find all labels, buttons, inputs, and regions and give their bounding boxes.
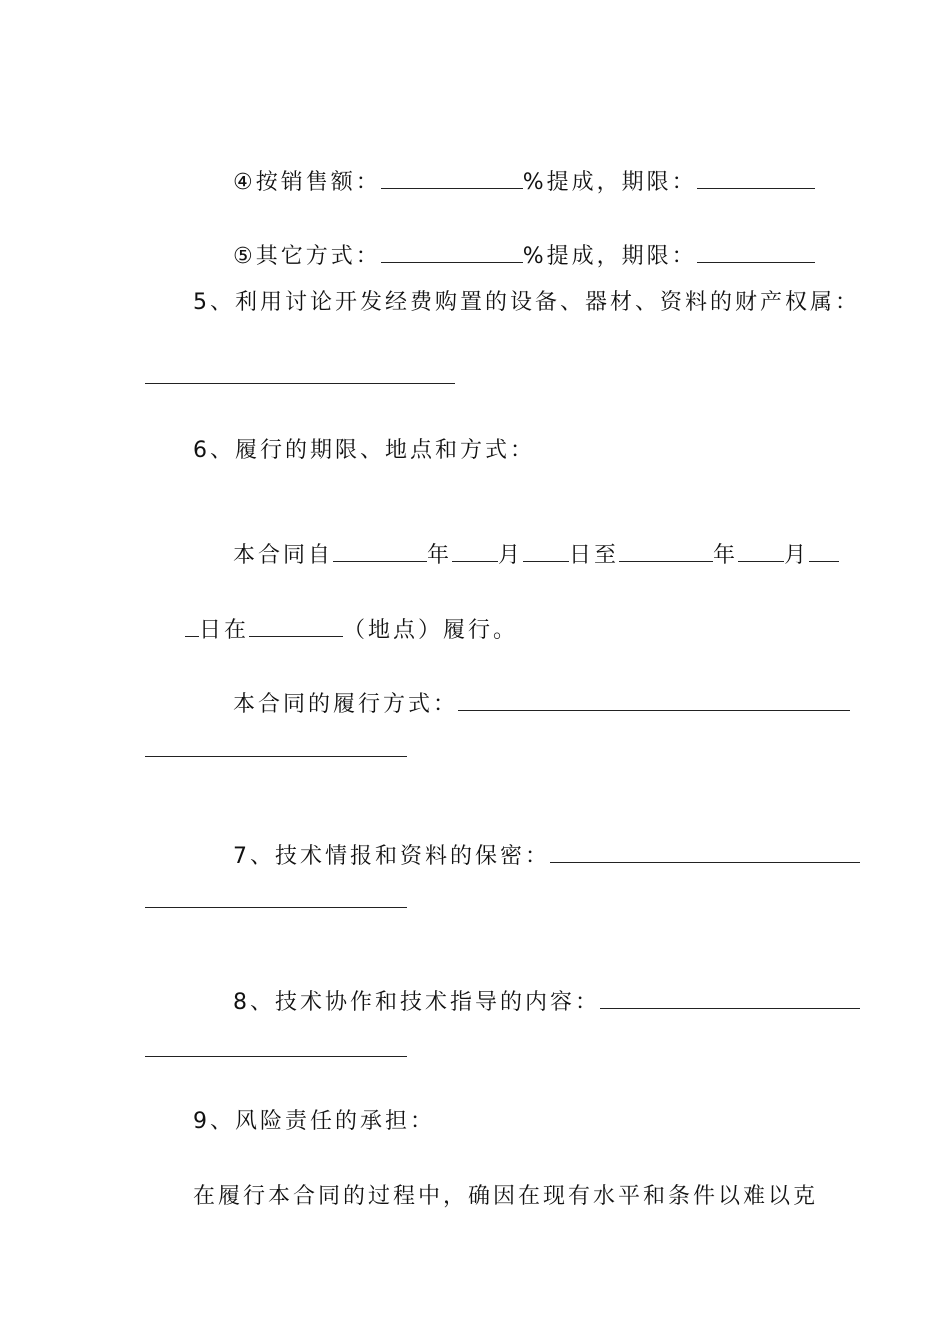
performance-method-blank[interactable]	[458, 690, 850, 711]
clause-9-body: 在履行本合同的过程中，确因在现有水平和条件以难以克	[193, 1184, 819, 1209]
start-year-blank[interactable]	[333, 541, 427, 562]
clause-7-heading: 7、技术情报和资料的保密：	[232, 844, 550, 869]
performance-method-blank-2[interactable]	[145, 756, 407, 757]
end-day-blank-end[interactable]	[185, 616, 199, 637]
end-year-blank[interactable]	[619, 541, 713, 562]
end-month-blank[interactable]	[738, 541, 784, 562]
other-percent-label: %提成，期限：	[522, 244, 697, 269]
sales-percent-label: %提成，期限：	[522, 170, 697, 195]
start-month-blank[interactable]	[452, 541, 498, 562]
performance-method-label: 本合同的履行方式：	[232, 692, 458, 717]
sales-label: ④按销售额：	[232, 170, 381, 195]
month-label: 月	[498, 543, 524, 568]
clause-6-heading: 6、履行的期限、地点和方式：	[193, 438, 535, 463]
clause-5-heading: 5、利用讨论开发经费购置的设备、器材、资料的财产权属：	[193, 290, 860, 315]
clause-8-heading: 8、技术协作和技术指导的内容：	[232, 990, 600, 1015]
clause-7-blank[interactable]	[550, 842, 860, 863]
clause-8-line	[0, 958, 950, 1048]
clause-7-line	[0, 812, 950, 902]
sales-percent-blank[interactable]	[381, 168, 523, 189]
place-label: （地点）履行。	[343, 618, 519, 643]
sales-term-blank[interactable]	[697, 168, 815, 189]
month-label-2: 月	[784, 543, 810, 568]
clause-8-blank-2[interactable]	[145, 1056, 407, 1057]
term-from-label: 本合同自	[232, 543, 333, 568]
clause-7-blank-2[interactable]	[145, 907, 407, 908]
other-term-blank[interactable]	[697, 242, 815, 263]
other-percent-blank[interactable]	[381, 242, 523, 263]
year-label: 年	[427, 543, 453, 568]
place-blank[interactable]	[249, 616, 343, 637]
day-at-label: 日在	[198, 618, 249, 643]
clause-5-blank[interactable]	[145, 383, 455, 384]
start-day-blank[interactable]	[523, 541, 569, 562]
day-to-label: 日至	[569, 543, 620, 568]
year-label-2: 年	[713, 543, 739, 568]
other-label: ⑤其它方式：	[232, 244, 381, 269]
performance-method-line	[0, 660, 950, 750]
clause-8-blank[interactable]	[600, 988, 860, 1009]
end-day-blank-start[interactable]	[809, 541, 839, 562]
clause-9-heading: 9、风险责任的承担：	[193, 1109, 435, 1134]
